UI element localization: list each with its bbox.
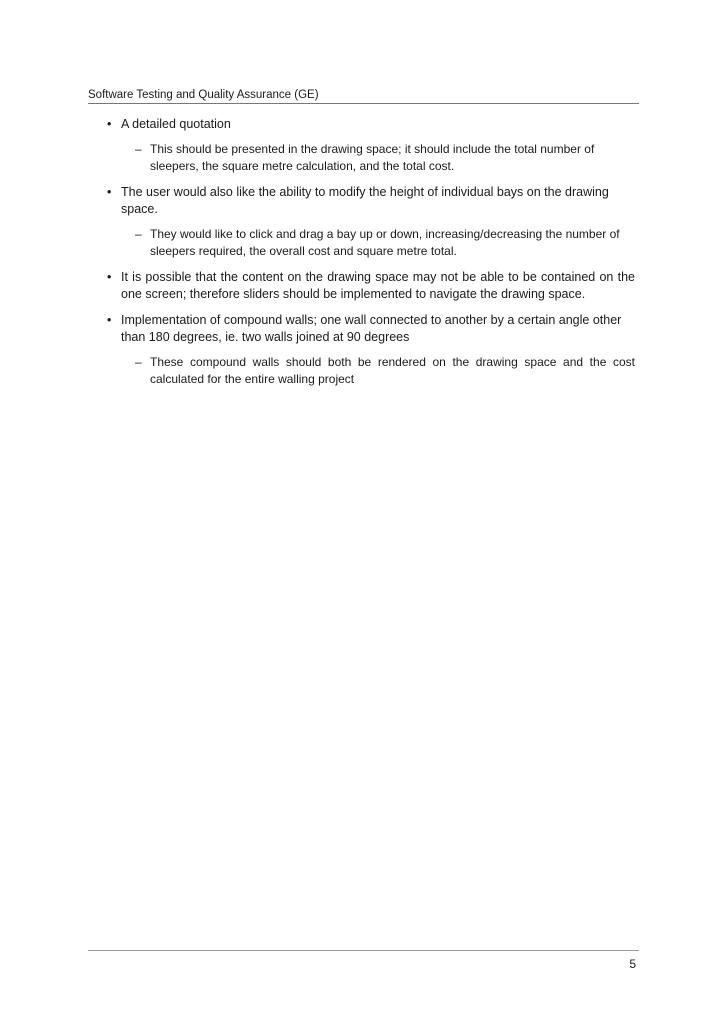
list-item-text: Implementation of compound walls; one wall connected to another by a certain angle other than 180 degrees, ie. two walls joined at 90 degrees (121, 313, 622, 344)
sub-list-item (121, 354, 639, 388)
page-header: Software Testing and Quality Assurance (GE) (88, 89, 319, 101)
sub-list-item-text: These compound walls should both be rendered on the drawing space and the cost calculated for the entire walling project (150, 355, 635, 386)
list-item-text: It is possible that the content on the drawing space may not be able to be contained on the one screen; therefore sliders should be implemented to navigate the drawing space. (121, 270, 635, 301)
list-item (88, 312, 639, 388)
page-number: 5 (629, 957, 636, 971)
bullet-marker: • (107, 270, 112, 284)
sub-list-item-text: They would like to click and drag a bay up or down, increasing/decreasing the number of sleepers required, the overall cost and square metre total. (150, 227, 620, 258)
dash-marker: – (135, 227, 142, 241)
dash-marker: – (135, 355, 142, 369)
list-item-text: A detailed quotation (121, 117, 231, 131)
list-item-text: The user would also like the ability to modify the height of individual bays on the drawing space. (121, 185, 609, 216)
sub-list (121, 354, 639, 388)
sub-list (121, 141, 639, 175)
sub-list-item (121, 226, 639, 260)
list-item (88, 269, 639, 303)
sub-list (121, 226, 639, 260)
header-divider (88, 103, 639, 104)
bullet-marker: • (107, 117, 112, 131)
dash-marker: – (135, 142, 142, 156)
bullet-marker: • (107, 313, 112, 327)
sub-list-item-text: This should be presented in the drawing space; it should include the total number of sleepers, the square metre calculation, and the total cost. (150, 142, 595, 173)
document-body (88, 116, 639, 397)
sub-list-item (121, 141, 639, 175)
list-item (88, 184, 639, 260)
footer-divider (88, 950, 639, 951)
requirements-list (88, 116, 639, 388)
bullet-marker: • (107, 185, 112, 199)
list-item (88, 116, 639, 175)
